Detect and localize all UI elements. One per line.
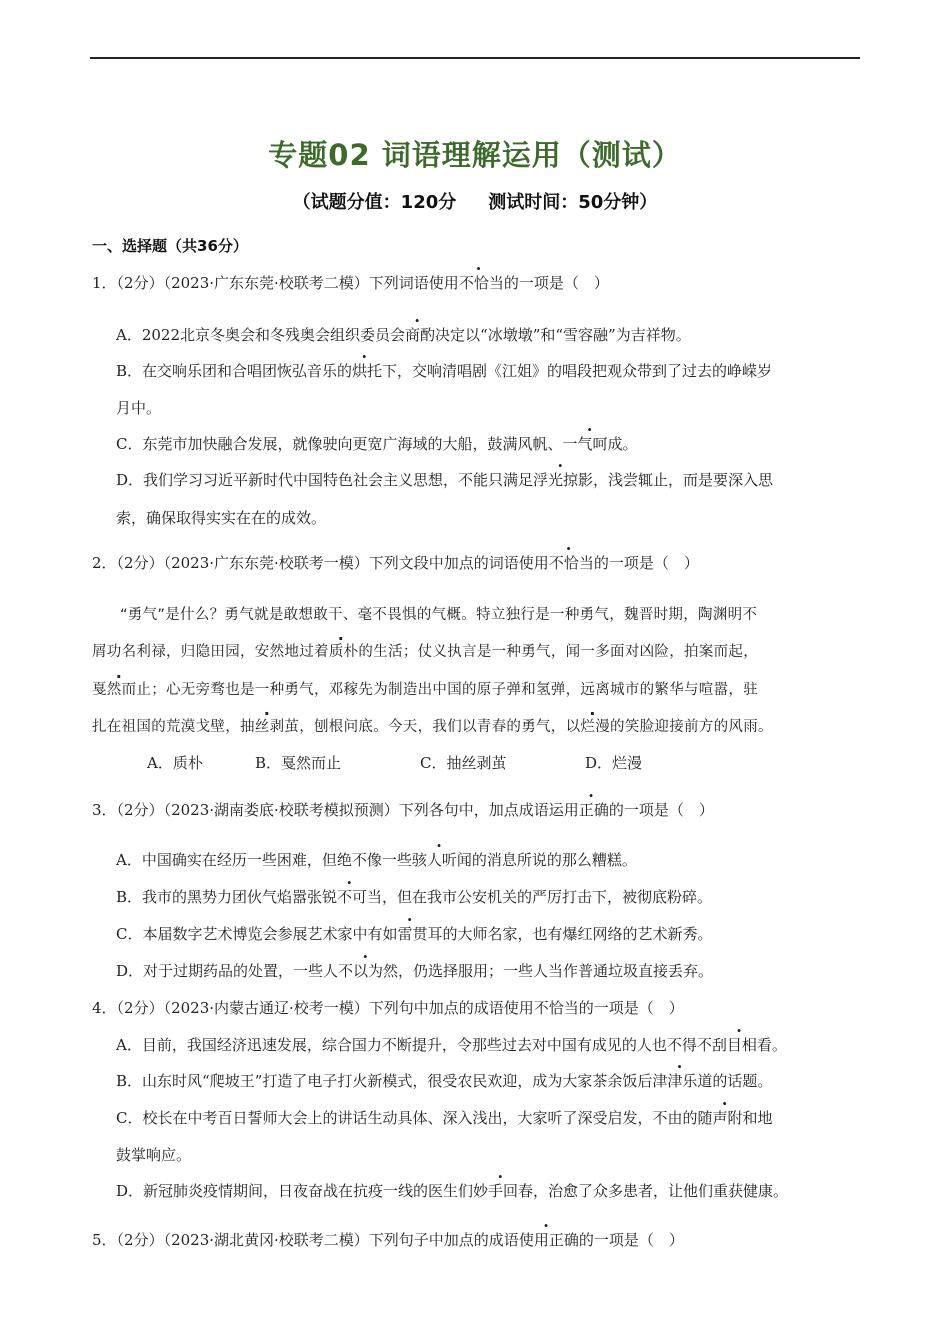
emphasis-text: 骇人听闻 [411, 851, 472, 869]
question-1-stem: 1．（2分）（2023·广东东莞·校联考二模）下列词语使用不恰当的一项是（ ） [92, 274, 609, 292]
question-2-stem: 2．（2分）（2023·广东东莞·校联考一模）下列文段中加点的词语使用不恰当的一项是（ ） [92, 554, 699, 572]
emphasis-text: 一气呵成 [562, 435, 623, 453]
emphasis-text: 商酌 [405, 326, 436, 344]
page-title: 专题02 词语理解运用（测试） [268, 138, 682, 172]
passage-line-3: 戛然而止；心无旁骛也是一种勇气，邓稼先为制造出中国的原子弹和氢弹，远离城市的繁华与喧嚣，驻 [92, 682, 758, 698]
question-1-option-d[interactable]: D．我们学习习近平新时代中国特色社会主义思想，不能只满足浮光掠影，浅尝辄止，而是要深入思 [116, 471, 774, 489]
question-2-option-c[interactable]: C．抽丝剥茧 [420, 754, 507, 772]
question-1-option-b-continued: 月中。 [116, 399, 162, 417]
emphasis-text: 烘托 [352, 362, 383, 380]
emphasis-text: 烂漫 [580, 719, 611, 735]
header-rule [90, 57, 860, 59]
score-label: （试题分值：120分 [292, 192, 457, 213]
question-4-option-b[interactable]: B．山东时风“爬坡王”打造了电子打火新模式，很受农民欢迎，成为大家茶余饭后津津乐道的话题。 [116, 1072, 773, 1090]
section-heading: 一、选择题（共36分） [92, 237, 248, 255]
question-4-option-c[interactable]: C．校长在中考百日誓师大会上的讲话生动具体、深入浅出，大家听了深受启发，不由的随声附和地 [116, 1109, 773, 1127]
emphasis-text: 不以为然 [338, 962, 399, 980]
question-2-option-b[interactable]: B．戛然而止 [255, 754, 342, 772]
emphasis-text: 质朴 [328, 644, 359, 660]
question-4-option-d[interactable]: D．新冠肺炎疫情期间，日夜奋战在抗疫一线的医生们妙手回春，治愈了众多患者，让他们重获健康。 [116, 1182, 789, 1200]
emphasis-text: 戛然而止 [92, 682, 152, 698]
emphasis-text: 浮光掠影 [533, 471, 594, 489]
question-2-option-a[interactable]: A．质朴 [147, 754, 203, 772]
emphasis-text: 不恰当 [548, 554, 594, 572]
emphasis-text: 正确 [578, 801, 609, 819]
emphasis-text: 不恰当 [458, 274, 504, 292]
emphasis-text: 如雷贯耳 [382, 925, 443, 943]
emphasis-text: 使用正确 [518, 1231, 579, 1249]
emphasis-text: 津津乐道 [652, 1072, 713, 1090]
question-3-option-c[interactable]: C．本届数字艺术博览会参展艺术家中有如雷贯耳的大师名家，也有爆红网络的艺术新秀。 [116, 925, 713, 943]
question-2-option-d[interactable]: D．烂漫 [585, 754, 643, 772]
question-1-option-b[interactable]: B．在交响乐团和合唱团恢弘音乐的烘托下，交响清唱剧《江姐》的唱段把观众带到了过去的峥嵘岁 [116, 362, 773, 380]
question-5-stem: 5．（2分）（2023·湖北黄冈·校联考二模）下列句子中加点的成语使用正确的一项是（ ） [92, 1231, 684, 1249]
question-3-stem: 3．（2分）（2023·湖南娄底·校联考模拟预测）下列各句中，加点成语运用正确的一项是（ ） [92, 801, 714, 819]
question-4-option-a[interactable]: A．目前，我国经济迅速发展，综合国力不断提升，令那些过去对中国有成见的人也不得不刮目相看。 [116, 1036, 787, 1054]
question-4-stem: 4．（2分）（2023·内蒙古通辽·校考一模）下列句中加点的成语使用不恰当的一项是（ ） [92, 999, 684, 1017]
question-3-option-d[interactable]: D．对于过期药品的处置，一些人不以为然，仍选择服用；一些人当作普通垃圾直接丢弃。 [116, 962, 714, 980]
emphasis-text: 妙手回春 [473, 1182, 534, 1200]
exam-info [0, 188, 950, 214]
emphasis-text: 抽丝剥茧 [240, 719, 300, 735]
question-2-choices [147, 752, 642, 773]
emphasis-text: 随声附和 [697, 1109, 758, 1127]
question-1-option-c[interactable]: C．东莞市加快融合发展，就像驶向更宽广海域的大船，鼓满风帆、一气呵成。 [116, 435, 638, 453]
emphasis-text: 锐不可当 [322, 888, 383, 906]
question-1-option-d-continued: 索，确保取得实实在在的成效。 [116, 509, 327, 527]
passage-line-1: “勇气”是什么？勇气就是敢想敢干、毫不畏惧的气概。特立独行是一种勇气，魏晋时期，陶渊明不 [120, 607, 758, 623]
passage-line-4: 扎在祖国的荒漠戈壁，抽丝剥茧，刨根问底。今天，我们以青春的勇气，以烂漫的笑脸迎接前方的风雨。 [92, 719, 773, 735]
question-3-option-a[interactable]: A．中国确实在经历一些困难，但绝不像一些骇人听闻的消息所说的那么糟糕。 [116, 851, 637, 869]
question-4-option-c-continued: 鼓掌响应。 [116, 1146, 192, 1164]
question-1-option-a[interactable]: A．2022北京冬奥会和冬残奥会组织委员会商酌决定以“冰墩墩”和“雪容融”为吉祥物。 [116, 326, 691, 344]
time-label: 测试时间：50分钟） [488, 192, 658, 213]
question-3-option-b[interactable]: B．我市的黑势力团伙气焰嚣张锐不可当，但在我市公安机关的严厉打击下，被彻底粉碎。 [116, 888, 713, 906]
passage-line-2: 屑功名利禄，归隐田园，安然地过着质朴的生活；仗义执言是一种勇气，闻一多面对凶险，拍案而起， [92, 644, 759, 660]
emphasis-text: 刮目相看 [711, 1036, 772, 1054]
